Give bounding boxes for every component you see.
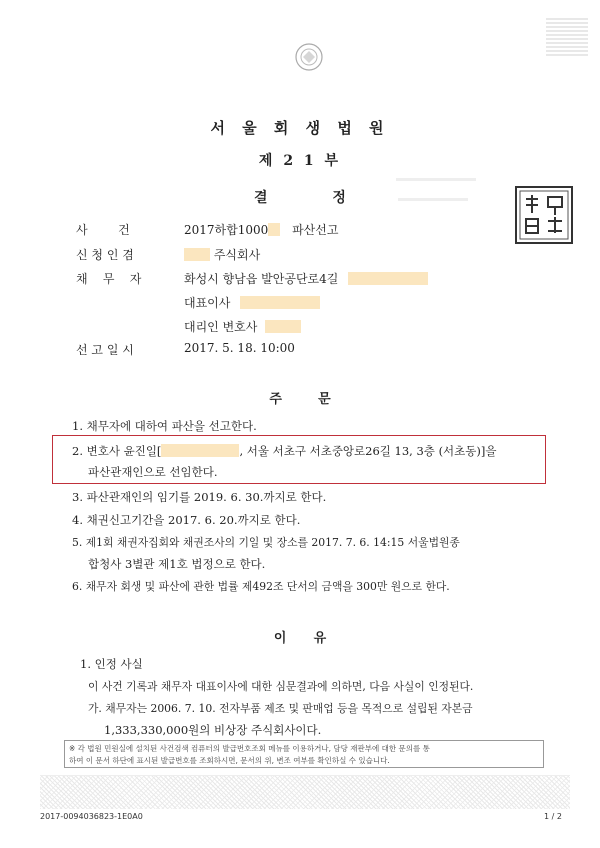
order-item-2 (72, 443, 496, 459)
order-item-5: 5. 제1회 채권자집회와 채권조사의 기일 및 장소를 2017. 7. 6. 14:15 서울법원종 (72, 536, 460, 549)
applicant-value: 주식회사 (213, 248, 261, 262)
order-item-3: 3. 파산관재인의 임기를 2019. 6. 30.까지로 한다. (72, 490, 327, 504)
case-name: 파산선고 (292, 223, 339, 237)
order-item-1: 1. 채무자에 대하여 파산을 선고한다. (72, 419, 257, 433)
page-indicator: 1 / 2 (544, 812, 562, 821)
applicant-field (184, 246, 260, 263)
redaction-highlight (184, 248, 210, 261)
document-type: 결 정 (254, 190, 376, 206)
redaction-highlight (240, 296, 320, 309)
department: 제 2 1 부 (258, 153, 342, 169)
case-number: 2017하합1000 (184, 223, 269, 237)
debtor-rep: 대표이사 (184, 296, 231, 310)
redaction-highlight (161, 444, 239, 457)
case-label: 사 건 (76, 223, 130, 237)
order-item-5-cont: 합청사 3별관 제1호 법정으로 한다. (88, 557, 266, 571)
debtor-address: 화성시 향남읍 발안공단로4길 (184, 272, 339, 286)
anti-forgery-pattern (40, 775, 570, 809)
order-item-2-suffix: , 서울 서초구 서초중앙로26길 13, 3층 (서초동)]을 (239, 444, 497, 458)
notice-line-2: 하여 이 문서 하단에 표시된 발급번호를 조회하시면, 문서의 위, 변조 여부를 확인하실 수 있습니다. (69, 756, 390, 765)
court-official-stamp-icon (514, 185, 574, 245)
order-item-2-cont: 파산관재인으로 선임한다. (88, 465, 218, 479)
reason-heading: 이 유 (273, 631, 327, 646)
redaction-highlight (348, 272, 428, 285)
issue-number: 2017-0094036823-1E0A0 (40, 812, 143, 821)
case-field (184, 221, 338, 238)
notice-line-1: ※ 각 법원 민원실에 설치된 사건검색 컴퓨터의 발급번호조회 메뉴를 이용하거나, 담당 재판부에 대한 문의를 통 (69, 744, 430, 753)
court-name: 서 울 회 생 법 원 (210, 119, 390, 137)
debtor-agent-field (184, 318, 301, 335)
verification-notice (64, 740, 544, 768)
court-emblem-icon (294, 42, 324, 72)
order-heading: 주 문 (269, 392, 331, 407)
debtor-rep-field (184, 294, 320, 311)
redaction-highlight (265, 320, 301, 333)
reason-line1: 이 사건 기록과 채무자 대표이사에 대한 심문결과에 의하면, 다음 사실이 인정된다. (88, 680, 474, 693)
order-item-6: 6. 채무자 회생 및 파산에 관한 법률 제492조 단서의 금액을 300만 원으로 한다. (72, 580, 450, 593)
date-label: 선 고 일 시 (76, 343, 134, 357)
redaction-highlight (268, 223, 280, 236)
reason-line3: 1,333,330,000원의 비상장 주식회사이다. (104, 723, 322, 737)
reason-sub1: 1. 인정 사실 (80, 657, 143, 671)
debtor-address-field (184, 270, 428, 287)
debtor-agent: 대리인 변호사 (184, 320, 258, 334)
bleed-through-text (398, 198, 468, 201)
bleed-through-text (396, 178, 476, 181)
order-item-4: 4. 채권신고기간을 2017. 6. 20.까지로 한다. (72, 513, 301, 527)
date-value: 2017. 5. 18. 10:00 (184, 341, 295, 355)
applicant-label: 신 청 인 겸 (76, 248, 134, 262)
reason-line2: 가. 채무자는 2006. 7. 10. 전자부품 제조 및 판매업 등을 목적으로 설립된 자본금 (88, 702, 473, 715)
debtor-label: 채 무 자 (76, 272, 142, 286)
verification-code-icon (546, 18, 588, 56)
order-item-2-prefix: 2. 변호사 윤진일[ (72, 444, 162, 458)
